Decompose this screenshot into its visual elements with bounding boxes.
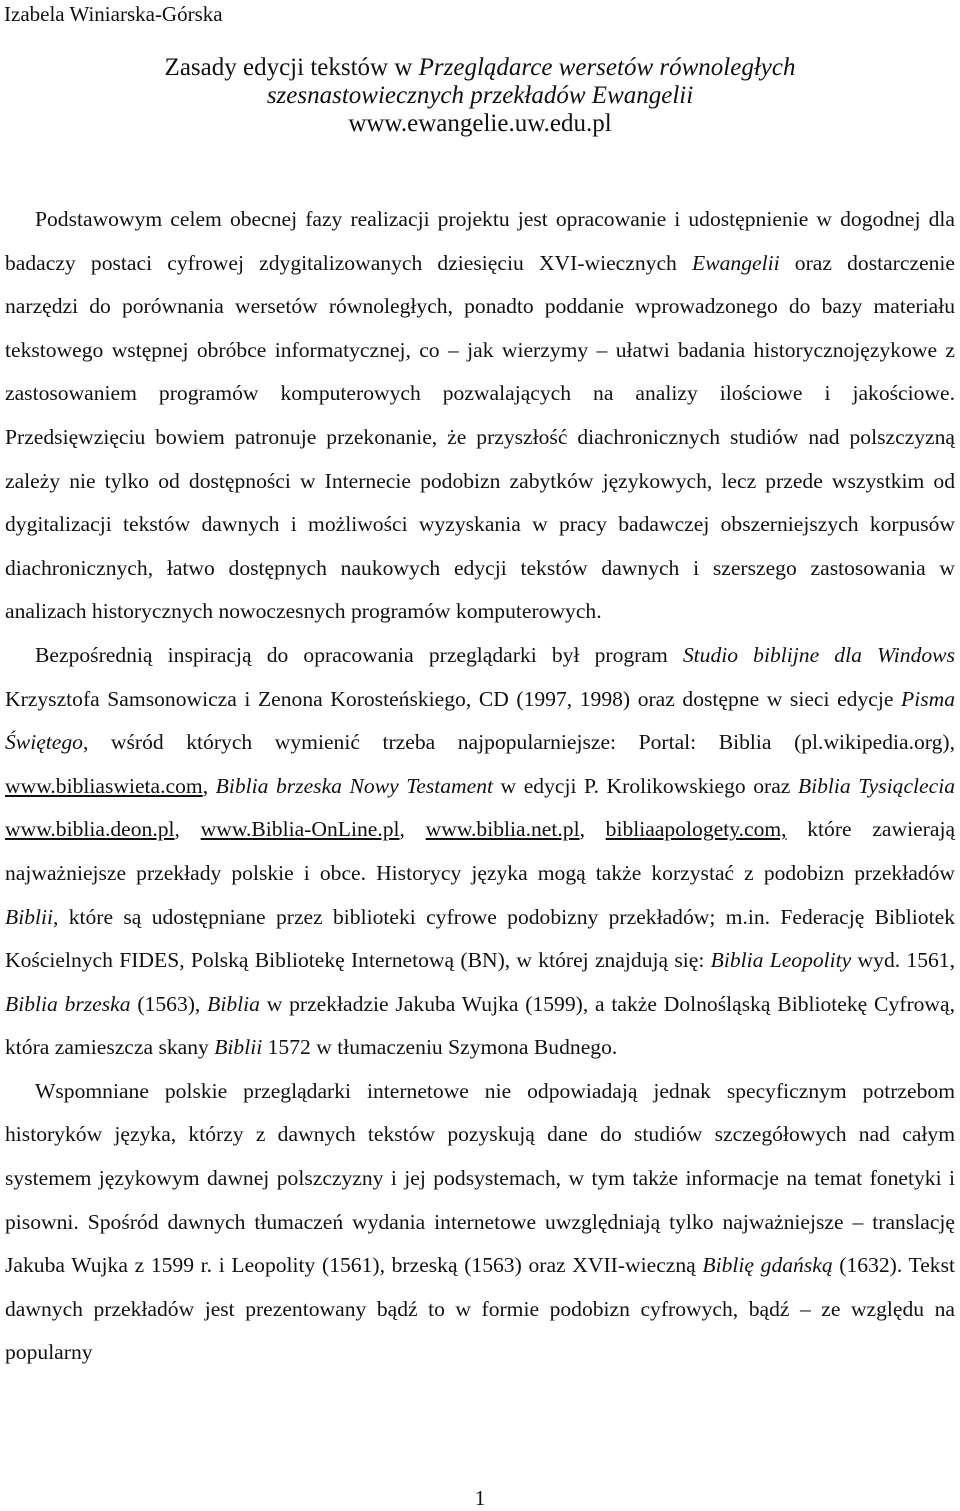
p2-text-h: w edycji P. Krolikowskiego oraz — [493, 773, 798, 798]
document-title — [0, 54, 960, 138]
p2-italic-biblia: Biblia — [207, 991, 260, 1016]
p2-text-e: , wśród których wymienić trzeba najpopularniejsze: Portal: Biblia (pl.wikipedia.org), — [82, 730, 955, 755]
title-line-2 — [0, 82, 960, 110]
link-bibliaswieta[interactable]: www.bibliaswieta.com — [5, 773, 203, 798]
author-name: Izabela Winiarska-Górska — [4, 2, 223, 26]
link-biblia-deon[interactable]: www.biblia.deon.pl — [5, 817, 175, 842]
p2-italic-pisma: Pisma Świętego — [5, 686, 955, 755]
p2-italic-leopolity: Biblia Leopolity — [710, 948, 852, 973]
link-bibliaapologety[interactable]: bibliaapologety.com, — [605, 817, 787, 842]
link-biblia-net[interactable]: www.biblia.net.pl — [425, 817, 580, 842]
p2-text-l: , — [399, 817, 426, 842]
p2-italic-biblia-brzeska: Biblia brzeska — [5, 991, 131, 1016]
page-number: 1 — [474, 1486, 486, 1510]
p3-text-a: Wspomniane polskie przeglądarki internetowe nie odpowiadają jednak specyficznym potrzebom historyków języka, którzy z dawnych tekstów pozyskują dane do studiów szczegółowych nad całym systemem językowym dawnej polszczyzny i jej podsystemach, w tym także informacje na temat fonetyki i pisowni. Spośród dawnych tłumaczeń wydania internetowe uwzględniają tylko najważniejsze – translację Jakuba Wujka z 1599 r. i Leopolity (1561), brzeską (1563) oraz XVII-wieczną — [5, 1078, 955, 1278]
p2-italic-brzeska: Biblia brzeska Nowy Testament — [215, 773, 494, 798]
p2-text-p: , które są udostępniane przez biblioteki cyfrowe podobizny przekładów; m.in. Federację Bibliotek Kościelnych FIDES, Polską Bibliotekę Internetową (BN), w której znajdują się: — [5, 904, 955, 973]
p3-text-c: (1632). Tekst dawnych przekładów jest prezentowany bądź to w formie podobizn cyfrowych, bądź – ze względu na popularny — [5, 1253, 955, 1365]
p2-italic-biblii: Biblii — [5, 904, 53, 929]
p2-text-c: Krzysztofa Samsonowicza i Zenona Korosteńskiego, CD (1997, 1998) oraz dostępne w sieci edycje — [5, 686, 902, 711]
link-biblia-online[interactable]: www.Biblia-OnLine.pl — [200, 817, 400, 842]
p2-italic-tysiaclecia: Biblia Tysiąclecia — [797, 773, 955, 798]
title-prefix: Zasady edycji tekstów w — [164, 54, 419, 81]
p2-text-f: , — [202, 773, 216, 798]
p2-text-x: 1572 w tłumaczeniu Szymona Budnego. — [262, 1035, 618, 1060]
title-italic-2: szesnastowiecznych przekładów Ewangelii — [266, 82, 694, 109]
paragraph-3 — [5, 1070, 955, 1375]
p2-italic-studio: Studio biblijne dla Windows — [682, 642, 955, 667]
title-website: www.ewangelie.uw.edu.pl — [348, 110, 612, 137]
title-line-1 — [0, 54, 960, 82]
p2-text-r: wyd. 1561, — [851, 948, 956, 973]
p2-text-m: , — [579, 817, 606, 842]
p1-text-1: Podstawowym celem obecnej fazy realizacji projektu jest opracowanie i udostępnienie w dogodnej dla badaczy postaci cyfrowej zdygitalizowanych dziesięciu XVI-wiecznych — [5, 207, 955, 275]
p2-text-a: Bezpośrednią inspiracją do opracowania przeglądarki był program — [35, 642, 683, 667]
p2-text-k: , — [174, 817, 201, 842]
p3-italic-gdanska: Biblię gdańską — [702, 1253, 833, 1278]
p2-text-v: w przekładzie Jakuba Wujka (1599), a także Dolnośląską Bibliotekę Cyfrową, która zamieszcza skany — [5, 991, 956, 1060]
p1-text-2: oraz dostarczenie narzędzi do porównania wersetów równoległych, ponadto poddanie wprowadzonego do bazy materiału tekstowego wstępnej obróbce informatycznej, co – jak wierzymy – ułatwi badania historycznojęzykowe z zastosowaniem programów komputerowych pozwalających na analizy ilościowe i jakościowe. Przedsięwzięciu bowiem patronuje przekonanie, że przyszłość diachronicznych studiów nad polszczyzną zależy nie tylko od dostępności w Internecie podobizn zabytków językowych, lecz przede wszystkim od dygitalizacji tekstów dawnych i możliwości wyzyskania w pracy badawczej obszerniejszych korpusów diachronicznych, łatwo dostępnych naukowych edycji tekstów dawnych i szerszego zastosowania w analizach historycznych nowoczesnych programów komputerowych. — [5, 250, 956, 624]
p1-italic-ewangelii: Ewangelii — [692, 250, 780, 275]
paragraph-2 — [5, 634, 955, 1070]
paragraph-1 — [5, 198, 955, 634]
title-italic-1: Przeglądarce wersetów równoległych — [418, 54, 796, 81]
p2-text-n: które zawierają najważniejsze przekłady polskie i obce. Historycy języka mogą także korzystać z podobizn przekładów — [5, 817, 956, 885]
p2-text-t: (1563), — [130, 991, 208, 1016]
p2-italic-biblii-2: Biblii — [214, 1035, 263, 1060]
document-body — [5, 198, 955, 1375]
